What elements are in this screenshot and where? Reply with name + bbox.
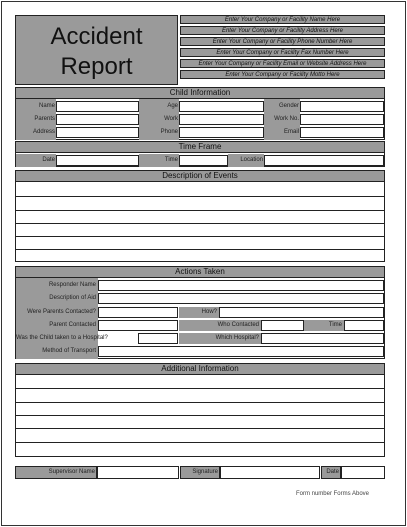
footer-note: Form number Forms Above — [295, 491, 369, 497]
time-frame-heading: Time Frame — [16, 142, 384, 153]
age-label: Age — [167, 103, 178, 109]
title-line-2: Report — [60, 53, 133, 80]
parents-contacted-field[interactable] — [98, 307, 178, 318]
which-hospital-label: Which Hospital? — [215, 335, 259, 341]
date-field[interactable] — [56, 155, 139, 166]
hospital-taken-field[interactable] — [138, 333, 178, 344]
action-time-field[interactable] — [344, 320, 384, 331]
how-label: How? — [201, 309, 217, 315]
parents-label: Parents — [34, 116, 55, 122]
transport-label: Method of Transport — [42, 348, 96, 354]
additional-section — [15, 363, 385, 457]
which-hospital-field[interactable] — [261, 333, 384, 344]
signature-field[interactable] — [220, 466, 320, 479]
parent-contacted-label: Parent Contacted — [49, 322, 96, 328]
signoff-date-label: Date — [326, 469, 339, 475]
name-label: Name — [38, 103, 55, 109]
parents-contacted-label: Were Parents Contacted? — [27, 309, 96, 315]
time-label: Time — [164, 157, 178, 163]
title-line-1: Accident — [50, 23, 143, 50]
events-heading: Description of Events — [16, 171, 384, 182]
form-title — [15, 15, 178, 85]
who-contacted-field[interactable] — [261, 320, 304, 331]
time-frame-section — [15, 141, 385, 167]
additional-heading: Additional Information — [16, 364, 384, 375]
aid-field[interactable] — [98, 293, 384, 304]
additional-text-area[interactable] — [16, 376, 384, 456]
company-name[interactable]: Enter Your Company or Facility Name Here — [180, 15, 385, 24]
hospital-taken-label: Was the Child taken to a Hospital? — [16, 335, 108, 341]
company-fax[interactable]: Enter Your Company or Facility Fax Number Here — [180, 48, 385, 57]
child-info-section — [15, 87, 385, 140]
work-no-field[interactable] — [300, 114, 384, 125]
company-phone[interactable]: Enter Your Company or Facility Phone Number Here — [180, 37, 385, 46]
supervisor-label: Supervisor Name — [48, 469, 95, 475]
phone-label: Phone — [160, 129, 178, 135]
signoff-row — [15, 466, 385, 479]
company-motto[interactable]: Enter Your Company or Facility Motto Here — [180, 70, 385, 79]
how-field[interactable] — [219, 307, 384, 318]
responder-label: Responder Name — [48, 282, 96, 288]
actions-section — [15, 266, 385, 359]
child-info-heading: Child Information — [16, 88, 384, 99]
address-label: Address — [32, 129, 55, 135]
company-address[interactable]: Enter Your Company or Facility Address Here — [180, 26, 385, 35]
location-label: Location — [240, 157, 263, 163]
gender-label: Gender — [278, 103, 299, 109]
name-field[interactable] — [56, 101, 139, 112]
responder-field[interactable] — [98, 280, 384, 291]
events-section — [15, 170, 385, 262]
parent-contacted-field[interactable] — [98, 320, 178, 331]
transport-field[interactable] — [98, 346, 384, 357]
email-field[interactable] — [300, 127, 384, 138]
phone-field[interactable] — [179, 127, 264, 138]
address-field[interactable] — [56, 127, 139, 138]
work-label: Work — [164, 116, 178, 122]
company-email[interactable]: Enter Your Company or Facility Email or Website Address Here — [180, 59, 385, 68]
email-label: Email — [283, 129, 299, 135]
age-field[interactable] — [179, 101, 264, 112]
date-label: Date — [42, 157, 55, 163]
accident-report-form — [1, 1, 406, 526]
signature-label: Signature — [192, 469, 218, 475]
signoff-date-field[interactable] — [341, 466, 385, 479]
action-time-label: Time — [328, 322, 342, 328]
work-no-label: Work No. — [274, 116, 299, 122]
aid-label: Description of Aid — [49, 295, 96, 301]
time-field[interactable] — [179, 155, 228, 166]
who-contacted-label: Who Contacted — [217, 322, 259, 328]
work-field[interactable] — [179, 114, 264, 125]
gender-field[interactable] — [300, 101, 384, 112]
supervisor-field[interactable] — [97, 466, 179, 479]
location-field[interactable] — [264, 155, 384, 166]
events-text-area[interactable] — [16, 183, 384, 261]
actions-heading: Actions Taken — [16, 267, 384, 278]
parents-field[interactable] — [56, 114, 139, 125]
